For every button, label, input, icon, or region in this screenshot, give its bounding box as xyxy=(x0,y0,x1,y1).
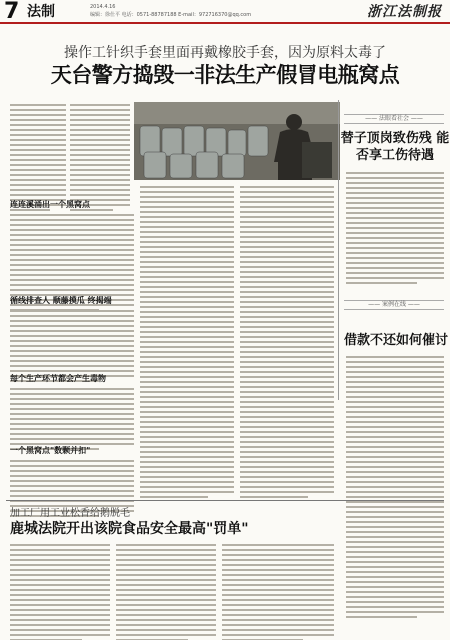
body-text-col-3 xyxy=(240,186,334,501)
sidebar-headline: 替子顶岗致伤残 能否享工伤待遇 xyxy=(340,131,450,163)
second-kicker: 加工厂用工业松香给鹅脱毛 xyxy=(10,508,130,519)
sidebar-band-1: —— 法眼看社会 —— xyxy=(344,114,444,124)
section-title: 法制 xyxy=(27,4,55,20)
lead-intro-text xyxy=(10,104,66,214)
second-text-col-1 xyxy=(10,544,110,640)
section-divider xyxy=(6,500,444,501)
news-photo xyxy=(134,102,340,180)
second-headline: 鹿城法院开出该院食品安全最高"罚单" xyxy=(10,521,249,537)
second-text-col-2 xyxy=(116,544,216,640)
masthead-date: 2014.4.16 xyxy=(90,4,116,10)
body-text-col-2 xyxy=(140,186,234,501)
subhead-4: 一个黑窝点"数颗并扣" xyxy=(10,446,91,455)
masthead-contact: 编辑：徐仕平 电话：0571-88787188 E-mail：972716370@qq.com xyxy=(90,12,252,18)
page-number: 7 xyxy=(4,0,20,24)
second-text-col-3 xyxy=(222,544,334,640)
paper-name: 浙江法制报 xyxy=(367,4,442,20)
masthead-meta xyxy=(90,3,270,19)
sidebar-band-2: —— 案例在线 —— xyxy=(344,300,444,310)
subhead-1: 连连溪涌出一个黑窝点 xyxy=(10,200,90,209)
column-divider xyxy=(338,100,339,400)
sidebar-text-2 xyxy=(346,356,444,621)
lead-headline: 天台警方捣毁一非法生产假冒电瓶窝点 xyxy=(50,63,400,87)
subhead-2: 循线排查人 顺藤摸瓜 终揭端 xyxy=(10,296,112,305)
subhead-3: 每个生产环节都会产生毒物 xyxy=(10,374,106,383)
sidebar-text-1 xyxy=(346,172,444,287)
lead-intro-text-2 xyxy=(70,104,130,214)
body-text-col-1c xyxy=(10,388,134,453)
lead-kicker: 操作工针织手套里面再戴橡胶手套，因为原料太毒了 xyxy=(64,45,386,61)
photo-of-workers-with-barrels-icon xyxy=(134,102,340,180)
masthead xyxy=(0,0,450,24)
sidebar-headline-2: 借款不还如何催讨 xyxy=(344,333,449,348)
